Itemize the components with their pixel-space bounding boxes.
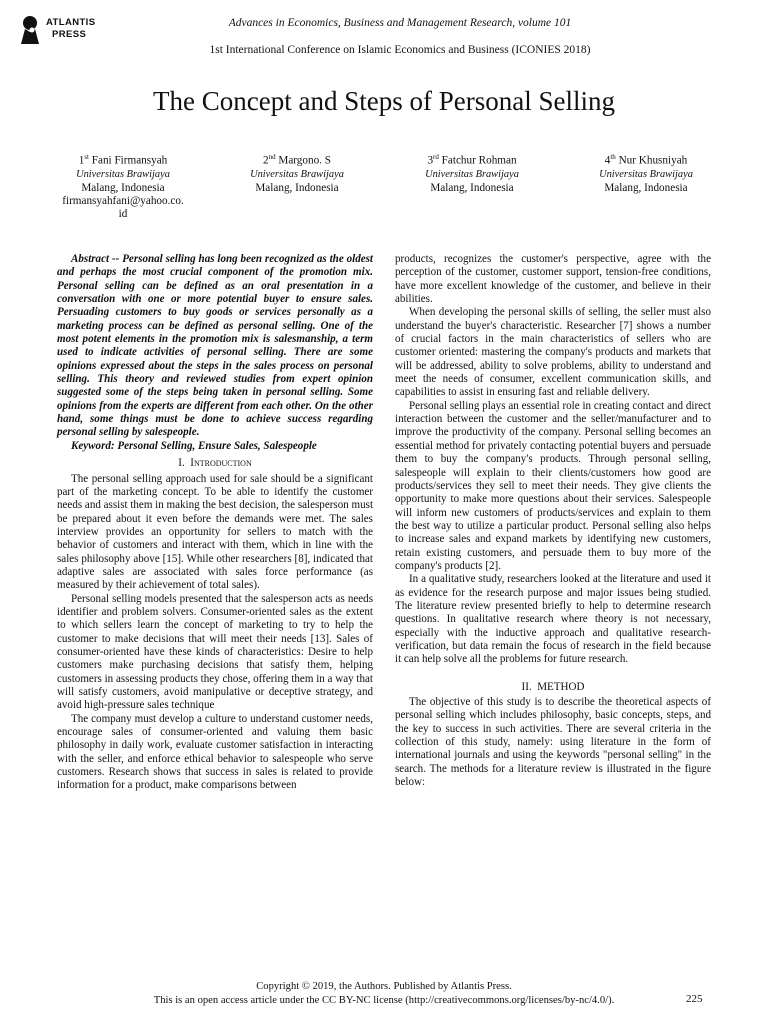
abstract: Abstract -- Personal selling has long been recognized as the oldest and perhaps the most crucial component of the promotion mix. Personal selling can be defined as an oral presentation in a conversation with one or more potential buyer to ensure sales. Persuading customers to buy goods or services personally as a marketing process can be defined as personal selling. One of the most potent elements in the promotion mix is salesmanship, a term used to indicate activities of personal selling. There are some opinions expressed about the steps in the sales process on personal selling. This theory and reviewed studies from expert opinion suggested some of the steps being taken in personal selling. Some opinions from the experts are different from each other. On the other hand, some things must be done to achieve success regarding personal selling by salespeople. <box>57 253 373 439</box>
logo-line-1: ATLANTIS <box>46 17 96 28</box>
author-affiliation: Universitas Brawijaya <box>250 169 344 181</box>
author-location: Malang, Indonesia <box>81 181 165 194</box>
author-4: 4th Nur Khusniyah Universitas Brawijaya Malang, Indonesia <box>571 151 721 195</box>
author-name: Nur Khusniyah <box>615 154 688 167</box>
page-number: 225 <box>686 993 703 1005</box>
author-email: firmansyahfani@yahoo.co. <box>62 194 184 207</box>
author-1: 1st Fani Firmansyah Universitas Brawijaya Malang, Indonesia firmansyahfani@yahoo.co. id <box>48 151 198 222</box>
left-column <box>57 253 373 793</box>
logo-line-2: PRESS <box>52 29 87 40</box>
author-location: Malang, Indonesia <box>604 181 688 194</box>
copyright-notice: Copyright © 2019, the Authors. Published by Atlantis Press. <box>256 981 512 992</box>
author-affiliation: Universitas Brawijaya <box>599 169 693 181</box>
paragraph-continuation: products, recognizes the customer's perspective, agree with the perception of the customer, customer support, tension-free conditions, have more excellent knowledge of the customer, and believe in their abilities. <box>395 253 711 306</box>
paper-title: The Concept and Steps of Personal Selling <box>153 86 615 116</box>
paragraph: The personal selling approach used for sale should be a significant part of the marketing concept. To be able to identify the customer needs and assist them in making the best decision, the salesperson must be prepared about it even before the demands were met. The sales interview provides an opportunity for sellers to match with the behavior of customers and interact with them, which in line with the sales philosophy above [15]. While other researchers [8], indicated that adaptive sales are associated with sales force performance (as measured by their achievement of total sales). <box>57 472 374 592</box>
right-column <box>395 253 711 789</box>
author-affiliation: Universitas Brawijaya <box>76 169 170 181</box>
author-2: 2nd Margono. S Universitas Brawijaya Malang, Indonesia <box>222 151 372 195</box>
paragraph: In a qualitative study, researchers looked at the literature and used it as evidence for the research purpose and major issues being studied. The literature review presented briefly to help to determine research questions. In qualitative research where theory is not necessary, especially with the inductive approach and qualitative research-verification, but data remain the focus of research in the field because it can help solve all the problems for future research. <box>395 573 711 666</box>
author-name: Fatchur Rohman <box>438 154 517 167</box>
paragraph: The company must develop a culture to understand customer needs, encourage sales of consumer-oriented and valuing them basic philosophy in daily work, evaluate customer satisfaction in interacting with the seller, and enforce ethical behavior to salespeople who serve customers. Research shows that success in sales is related to provide information for a product, make comparisons between <box>57 712 373 792</box>
atlantis-press-logo <box>18 15 108 47</box>
section-heading-method: II. METHOD <box>521 680 585 693</box>
keywords: Keyword: Personal Selling, Ensure Sales, Salespeople <box>71 439 317 452</box>
license-notice: This is an open access article under the CC BY-NC license (http://creativecommons.org/licenses/by-nc/4.0/). <box>153 995 615 1006</box>
paragraph: When developing the personal skills of selling, the seller must also understand the buyer's characteristic. Researcher [7] shows a number of crucial factors in the main characteristics of sellers who are customer oriented: mastering the company's products and markets that will be addressed, ability to solve problems, ability to understand and meet the needs of consumer, excellent communication skills, and capabilities to assist in ensuring fast and reliable delivery. <box>395 306 711 399</box>
journal-name: Advances in Economics, Business and Management Research, volume 101 <box>228 17 572 29</box>
author-location: Malang, Indonesia <box>255 181 339 194</box>
section-heading-introduction: I. Introduction <box>178 457 252 470</box>
author-location: Malang, Indonesia <box>430 181 514 194</box>
author-name: Margono. S <box>275 154 332 167</box>
paragraph: Personal selling models presented that the salesperson acts as needs identifier and problem solvers. Consumer-oriented sales as the extent to which sellers learn the concept of marketing to try to help the customer to make decisions that will meet their needs [13]. Sales of consumer-oriented have these kinds of characteristics: Desire to help customers make purchasing decisions that satisfy them, helping customers in assessing products they chose, offering them in a way that will satisfy customers, avoid manipulative or deceptive strategy, and avoid high-pressure sales technique <box>57 592 373 712</box>
author-name: Fani Firmansyah <box>88 154 168 167</box>
paragraph: The objective of this study is to describe the theoretical aspects of personal selling which includes philosophy, basic concepts, steps, and the key to success in such activities. There are several criteria in the collection of this study, namely: using literature in the form of international journals and using the keywords "personal selling" in the search. The methods for a literature review is illustrated in the figure below: <box>395 696 711 789</box>
paragraph: Personal selling plays an essential role in creating contact and direct interaction between the customer and the seller/manufacturer and to improve the productivity of the company. Personal selling becomes an essential method for privately contacting potential buyers and persuade them to buy the company's products. Through personal selling, salespeople will explain to their clients/customers how good are products/services they sell to meet their needs. They give clients the opportunity to make more questions about their services. Salespeople will inform new customers of products/services and explain to them the best way to utilize a particular product. Personal selling also helps to increase sales and expand markets by identifying new customers, retain existing customers, and persuade them to buy more of the company's products [2]. <box>395 399 711 572</box>
author-3: 3rd Fatchur Rohman Universitas Brawijaya Malang, Indonesia <box>397 151 547 195</box>
atlas-figure-icon <box>18 15 42 45</box>
author-email-cont: id <box>118 208 128 221</box>
conference-name: 1st International Conference on Islamic Economics and Business (ICONIES 2018) <box>209 44 591 56</box>
author-affiliation: Universitas Brawijaya <box>425 169 519 181</box>
